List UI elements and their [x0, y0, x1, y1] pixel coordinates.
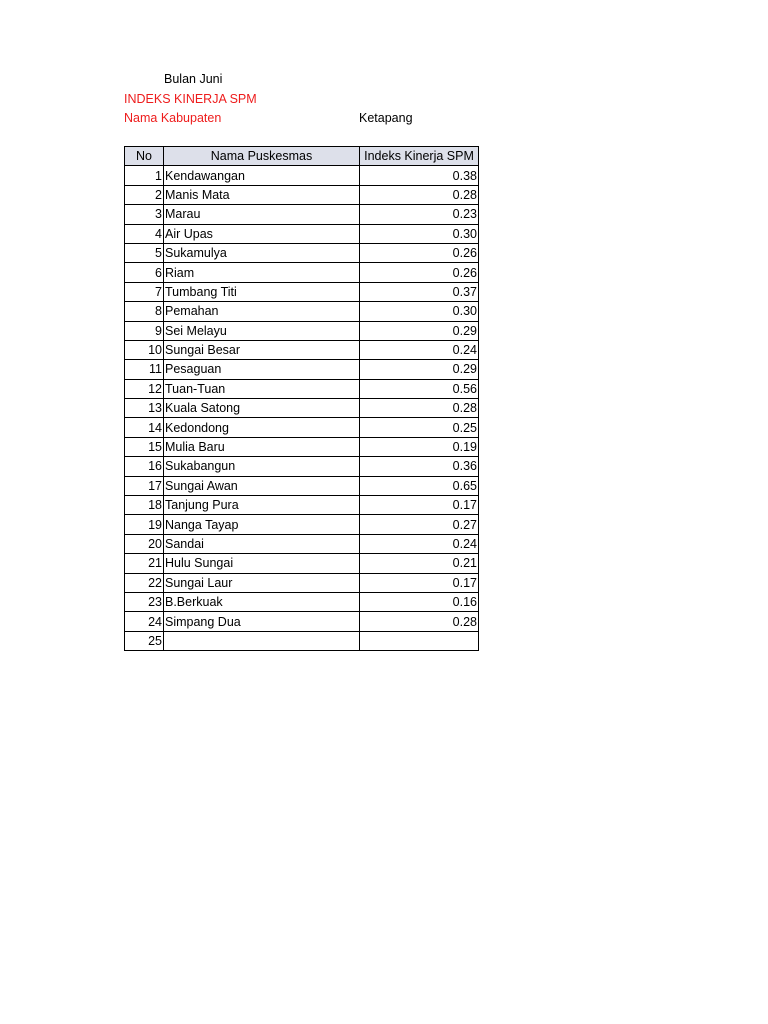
index-value-cell[interactable]: 0.28 — [360, 612, 479, 631]
puskesmas-name-cell[interactable]: Hulu Sungai — [164, 554, 360, 573]
row-number-cell[interactable]: 20 — [125, 534, 164, 553]
index-value-cell[interactable]: 0.56 — [360, 379, 479, 398]
index-value-cell[interactable]: 0.26 — [360, 243, 479, 262]
index-value-cell[interactable]: 0.24 — [360, 534, 479, 553]
puskesmas-name-cell[interactable]: Tanjung Pura — [164, 496, 360, 515]
report-title: INDEKS KINERJA SPM — [124, 92, 257, 106]
table-row — [125, 302, 479, 321]
row-number-cell[interactable]: 14 — [125, 418, 164, 437]
puskesmas-name-cell[interactable]: Nanga Tayap — [164, 515, 360, 534]
table-row — [125, 185, 479, 204]
index-value-cell[interactable]: 0.38 — [360, 166, 479, 185]
kabupaten-label: Nama Kabupaten — [124, 111, 222, 125]
row-number-cell[interactable]: 25 — [125, 631, 164, 650]
table-row — [125, 612, 479, 631]
column-header-index: Indeks Kinerja SPM — [360, 147, 479, 166]
index-value-cell[interactable]: 0.16 — [360, 592, 479, 611]
puskesmas-name-cell[interactable]: Manis Mata — [164, 185, 360, 204]
index-value-cell[interactable]: 0.24 — [360, 340, 479, 359]
column-header-no: No — [125, 147, 164, 166]
table-row — [125, 321, 479, 340]
row-number-cell[interactable]: 7 — [125, 282, 164, 301]
index-value-cell[interactable]: 0.19 — [360, 437, 479, 456]
index-value-cell[interactable]: 0.30 — [360, 302, 479, 321]
table-row — [125, 340, 479, 359]
puskesmas-name-cell[interactable]: Riam — [164, 263, 360, 282]
kabupaten-value: Ketapang — [359, 111, 413, 125]
puskesmas-name-cell[interactable]: Kendawangan — [164, 166, 360, 185]
table-row — [125, 282, 479, 301]
index-value-cell[interactable]: 0.27 — [360, 515, 479, 534]
table-row — [125, 205, 479, 224]
puskesmas-name-cell[interactable]: Kuala Satong — [164, 399, 360, 418]
index-value-cell[interactable]: 0.36 — [360, 457, 479, 476]
month-label: Bulan Juni — [164, 72, 223, 86]
table-row — [125, 457, 479, 476]
row-number-cell[interactable]: 5 — [125, 243, 164, 262]
table-row — [125, 476, 479, 495]
row-number-cell[interactable]: 3 — [125, 205, 164, 224]
table-row — [125, 360, 479, 379]
row-number-cell[interactable]: 6 — [125, 263, 164, 282]
table-row — [125, 243, 479, 262]
index-value-cell[interactable]: 0.28 — [360, 399, 479, 418]
puskesmas-name-cell[interactable]: Air Upas — [164, 224, 360, 243]
puskesmas-name-cell[interactable]: Sandai — [164, 534, 360, 553]
index-value-cell[interactable]: 0.29 — [360, 321, 479, 340]
puskesmas-name-cell[interactable]: Sungai Laur — [164, 573, 360, 592]
puskesmas-name-cell[interactable]: Sei Melayu — [164, 321, 360, 340]
table-row — [125, 554, 479, 573]
table-row — [125, 418, 479, 437]
index-value-cell[interactable]: 0.17 — [360, 573, 479, 592]
row-number-cell[interactable]: 24 — [125, 612, 164, 631]
table-row — [125, 224, 479, 243]
index-value-cell[interactable]: 0.25 — [360, 418, 479, 437]
index-value-cell[interactable]: 0.17 — [360, 496, 479, 515]
puskesmas-name-cell[interactable]: Pesaguan — [164, 360, 360, 379]
row-number-cell[interactable]: 19 — [125, 515, 164, 534]
index-value-cell[interactable]: 0.37 — [360, 282, 479, 301]
puskesmas-name-cell[interactable]: Sungai Besar — [164, 340, 360, 359]
table-row — [125, 573, 479, 592]
table-row — [125, 631, 479, 650]
row-number-cell[interactable]: 12 — [125, 379, 164, 398]
row-number-cell[interactable]: 9 — [125, 321, 164, 340]
puskesmas-name-cell[interactable]: Marau — [164, 205, 360, 224]
table-row — [125, 399, 479, 418]
row-number-cell[interactable]: 10 — [125, 340, 164, 359]
table-row — [125, 592, 479, 611]
row-number-cell[interactable]: 13 — [125, 399, 164, 418]
row-number-cell[interactable]: 21 — [125, 554, 164, 573]
index-value-cell[interactable]: 0.28 — [360, 185, 479, 204]
table-row — [125, 263, 479, 282]
puskesmas-name-cell[interactable]: Sukamulya — [164, 243, 360, 262]
table-row — [125, 166, 479, 185]
puskesmas-name-cell[interactable] — [164, 631, 360, 650]
row-number-cell[interactable]: 2 — [125, 185, 164, 204]
puskesmas-name-cell[interactable]: Sungai Awan — [164, 476, 360, 495]
index-value-cell[interactable]: 0.29 — [360, 360, 479, 379]
table-row — [125, 437, 479, 456]
row-number-cell[interactable]: 18 — [125, 496, 164, 515]
row-number-cell[interactable]: 16 — [125, 457, 164, 476]
index-value-cell[interactable]: 0.30 — [360, 224, 479, 243]
puskesmas-name-cell[interactable]: B.Berkuak — [164, 592, 360, 611]
row-number-cell[interactable]: 8 — [125, 302, 164, 321]
index-value-cell[interactable]: 0.26 — [360, 263, 479, 282]
column-header-puskesmas: Nama Puskesmas — [164, 147, 360, 166]
table-row — [125, 496, 479, 515]
puskesmas-name-cell[interactable]: Simpang Dua — [164, 612, 360, 631]
index-value-cell[interactable]: 0.65 — [360, 476, 479, 495]
row-number-cell[interactable]: 4 — [125, 224, 164, 243]
puskesmas-name-cell[interactable]: Mulia Baru — [164, 437, 360, 456]
row-number-cell[interactable]: 23 — [125, 592, 164, 611]
puskesmas-name-cell[interactable]: Sukabangun — [164, 457, 360, 476]
table-row — [125, 379, 479, 398]
table-row — [125, 534, 479, 553]
table-header-row — [125, 147, 479, 166]
puskesmas-name-cell[interactable]: Kedondong — [164, 418, 360, 437]
row-number-cell[interactable]: 11 — [125, 360, 164, 379]
row-number-cell[interactable]: 15 — [125, 437, 164, 456]
spm-index-table — [124, 146, 479, 651]
table-row — [125, 515, 479, 534]
row-number-cell[interactable]: 22 — [125, 573, 164, 592]
row-number-cell[interactable]: 1 — [125, 166, 164, 185]
table-body — [125, 166, 479, 651]
puskesmas-name-cell[interactable]: Tumbang Titi — [164, 282, 360, 301]
puskesmas-name-cell[interactable]: Pemahan — [164, 302, 360, 321]
index-value-cell[interactable] — [360, 631, 479, 650]
puskesmas-name-cell[interactable]: Tuan-Tuan — [164, 379, 360, 398]
row-number-cell[interactable]: 17 — [125, 476, 164, 495]
index-value-cell[interactable]: 0.21 — [360, 554, 479, 573]
index-value-cell[interactable]: 0.23 — [360, 205, 479, 224]
